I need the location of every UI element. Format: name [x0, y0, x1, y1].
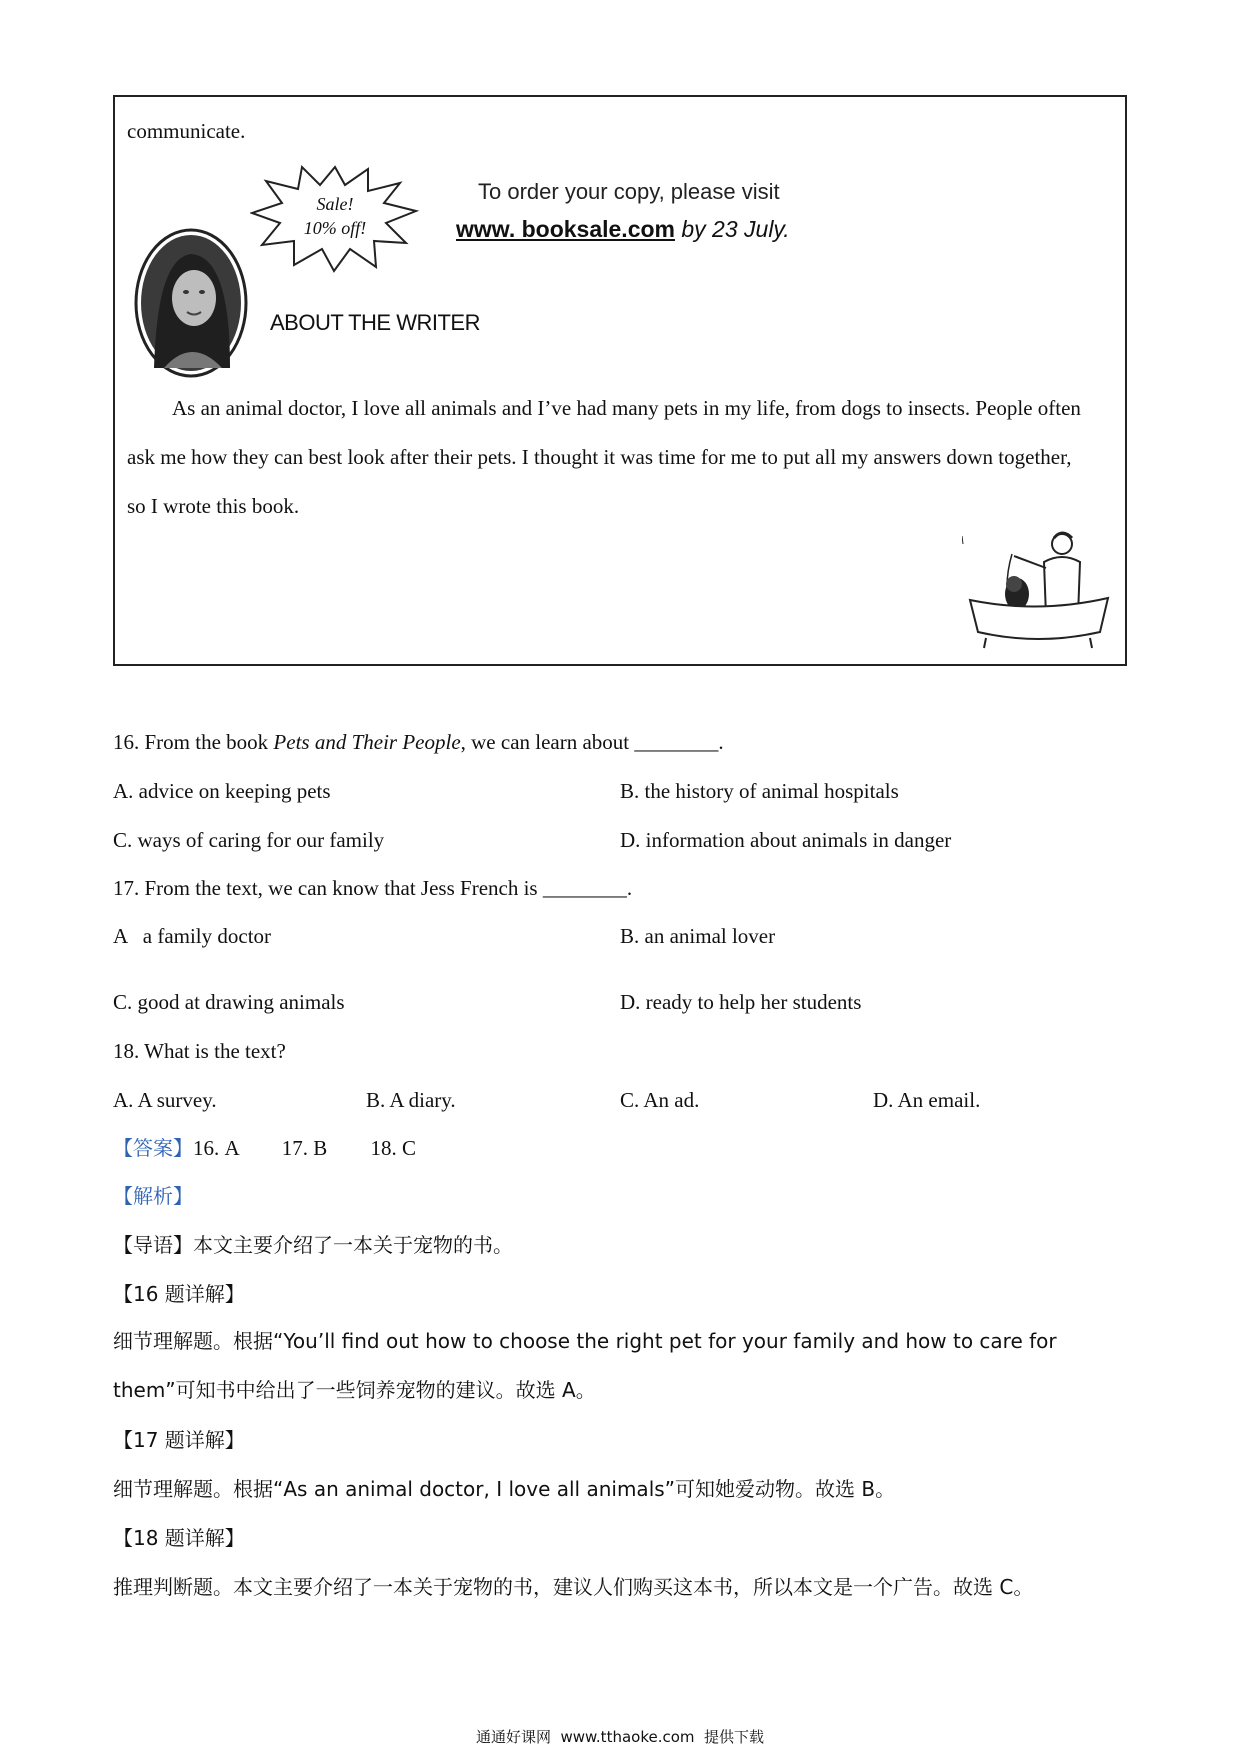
option-17-a[interactable]: A a family doctor — [113, 924, 272, 948]
q17-detail-heading: 【17 题详解】 — [113, 1428, 245, 1452]
sale-label: Sale! — [316, 194, 354, 214]
option-16-b[interactable]: B. the history of animal hospitals — [620, 779, 899, 803]
question-16 — [113, 727, 724, 757]
order-deadline: by 23 July. — [681, 216, 790, 242]
discount-label: 10% off! — [303, 218, 367, 238]
option-18-c[interactable]: C. An ad. — [620, 1088, 700, 1112]
question-18: 18. What is the text? — [113, 1039, 286, 1063]
ad-lead-text: communicate. — [127, 119, 246, 143]
answer-line — [113, 1133, 416, 1163]
option-18-a[interactable]: A. A survey. — [113, 1088, 217, 1112]
answer-label: 【答案】 — [113, 1136, 193, 1160]
option-17-d[interactable]: D. ready to help her students — [620, 990, 862, 1014]
order-instruction: To order your copy, please visit — [478, 179, 780, 204]
page-footer: 通通好课网 www.tthaoke.com 提供下载 — [475, 1728, 765, 1746]
question-16-blank: , we can learn about ________. — [460, 730, 724, 754]
q16-detail-heading: 【16 题详解】 — [113, 1282, 245, 1306]
answer-item: 16. A — [193, 1136, 239, 1160]
q18-detail-heading: 【18 题详解】 — [113, 1526, 245, 1550]
about-writer-text: As an animal doctor, I love all animals and I’ve had many pets in my life, from dogs to insects. People often ask me how they can best look after their pets. I thought it was time for me to put all my answers down together, so I wrote this book. — [127, 396, 1081, 518]
pet-bath-illustration — [962, 528, 1114, 653]
q18-detail-text: 推理判断题。本文主要介绍了一本关于宠物的书，建议人们购买这本书，所以本文是一个广告。故选 C。 — [113, 1575, 1034, 1599]
about-writer-heading: ABOUT THE WRITER — [270, 310, 480, 335]
book-title: Pets and Their People — [273, 730, 461, 754]
option-16-d[interactable]: D. information about animals in danger — [620, 828, 952, 852]
option-16-c[interactable]: C. ways of caring for our family — [113, 828, 385, 852]
option-18-b[interactable]: B. A diary. — [366, 1088, 456, 1112]
answer-item: 18. C — [370, 1136, 417, 1160]
option-16-a[interactable]: A. advice on keeping pets — [113, 779, 331, 803]
option-17-b[interactable]: B. an animal lover — [620, 924, 776, 948]
option-17-c[interactable]: C. good at drawing animals — [113, 990, 345, 1014]
website-link[interactable]: www. booksale.com — [456, 216, 675, 242]
q17-detail-text: 细节理解题。根据“As an animal doctor, I love all animals”可知她爱动物。故选 B。 — [113, 1477, 896, 1501]
analysis-intro: 【导语】本文主要介绍了一本关于宠物的书。 — [113, 1233, 513, 1257]
q16-detail-text: 细节理解题。根据“You’ll find out how to choose the right pet for your family and how to care for them”可知书中给出了一些饲养宠物的建议。故选 A。 — [113, 1329, 1057, 1402]
answer-item: 17. B — [281, 1136, 328, 1160]
question-16-stem: 16. From the book — [113, 730, 274, 754]
writer-portrait-image — [134, 228, 248, 378]
question-17: 17. From the text, we can know that Jess French is ________. — [113, 876, 633, 900]
option-18-d[interactable]: D. An email. — [873, 1088, 981, 1112]
analysis-label: 【解析】 — [113, 1184, 193, 1208]
